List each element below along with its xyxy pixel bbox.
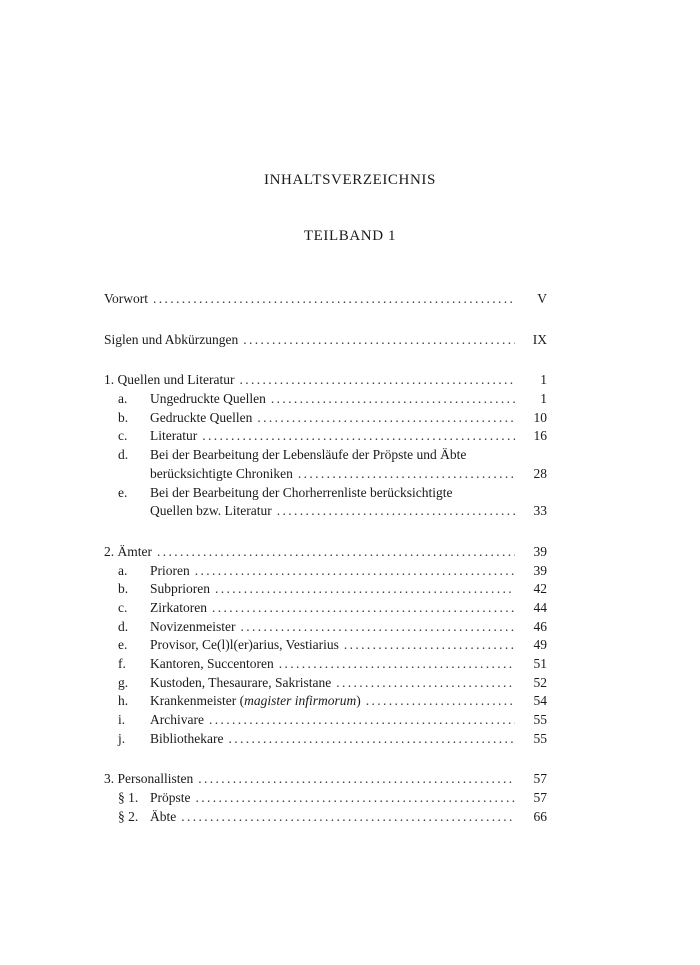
page-subtitle: TEILBAND 1 bbox=[303, 228, 397, 244]
toc-entry-text: Literatur bbox=[150, 428, 198, 444]
toc-entry-marker: a. bbox=[118, 562, 128, 578]
toc-entry-text: Archivare bbox=[150, 712, 204, 728]
toc-page-number: 42 bbox=[533, 581, 547, 597]
toc-entry-text: Provisor, Ce(l)l(er)arius, Vestiarius bbox=[150, 637, 339, 653]
toc-entry-text: Zirkatoren bbox=[150, 599, 207, 615]
toc-section-1 bbox=[104, 371, 547, 521]
table-of-contents bbox=[104, 290, 547, 849]
toc-page-number: 52 bbox=[533, 674, 547, 690]
toc-entry-text-continued: Quellen bzw. Literatur bbox=[150, 503, 272, 519]
toc-entry-marker: § 2. bbox=[118, 808, 139, 824]
toc-page-number: 39 bbox=[533, 562, 547, 578]
toc-page-number: 55 bbox=[533, 730, 547, 746]
leader-dots bbox=[202, 427, 515, 446]
leader-dots bbox=[215, 580, 515, 599]
toc-entry-text bbox=[150, 692, 361, 711]
toc-entry-marker: f. bbox=[118, 656, 126, 671]
toc-entry[interactable] bbox=[104, 580, 547, 599]
toc-entry[interactable] bbox=[104, 730, 547, 749]
toc-page-number: 44 bbox=[533, 599, 547, 615]
toc-page-number: 51 bbox=[533, 656, 547, 671]
leader-dots bbox=[277, 502, 515, 521]
toc-page-number: 66 bbox=[533, 808, 547, 824]
toc-entry-marker: c. bbox=[118, 599, 128, 615]
toc-section-heading[interactable] bbox=[104, 543, 547, 562]
leader-dots bbox=[212, 599, 515, 618]
leader-dots bbox=[195, 562, 515, 581]
toc-entry-marker: § 1. bbox=[118, 790, 139, 806]
toc-entry-text-part: ) bbox=[356, 693, 361, 709]
leader-dots bbox=[239, 371, 515, 390]
toc-page-number: 49 bbox=[533, 637, 547, 653]
leader-dots bbox=[181, 808, 515, 827]
toc-entry-text: Novizenmeister bbox=[150, 618, 236, 634]
toc-entry-text-part: Krankenmeister ( bbox=[150, 693, 245, 709]
toc-section-heading[interactable] bbox=[104, 371, 547, 390]
toc-page-number: 1 bbox=[540, 391, 547, 407]
toc-entry-italic: magister infirmorum bbox=[244, 693, 357, 709]
toc-entry-marker: e. bbox=[118, 637, 128, 653]
page-title: INHALTSVERZEICHNIS bbox=[264, 172, 436, 188]
toc-page-number: V bbox=[537, 291, 547, 306]
toc-section-heading[interactable] bbox=[104, 770, 547, 789]
leader-dots bbox=[366, 692, 515, 711]
toc-entry-marker: a. bbox=[118, 391, 128, 407]
leader-dots bbox=[336, 674, 515, 693]
toc-entry-siglen[interactable] bbox=[104, 331, 547, 350]
leader-dots bbox=[157, 543, 515, 562]
leader-dots bbox=[209, 711, 515, 730]
toc-page-number: 46 bbox=[533, 618, 547, 634]
toc-entry[interactable] bbox=[104, 808, 547, 827]
toc-entry-text: Bei der Bearbeitung der Chorherrenliste berücksichtigte bbox=[150, 484, 453, 500]
toc-entry-vorwort[interactable] bbox=[104, 290, 547, 309]
toc-entry-marker: h. bbox=[118, 693, 129, 709]
toc-entry[interactable] bbox=[104, 674, 547, 693]
toc-entry-text: Gedruckte Quellen bbox=[150, 409, 253, 425]
leader-dots bbox=[271, 390, 515, 409]
toc-front-matter bbox=[104, 290, 547, 309]
toc-entry-marker: d. bbox=[118, 447, 129, 463]
toc-entry[interactable] bbox=[104, 655, 547, 674]
toc-page-number: 16 bbox=[533, 428, 547, 444]
toc-section-3 bbox=[104, 770, 547, 826]
leader-dots bbox=[240, 618, 515, 637]
toc-page-number: 10 bbox=[533, 409, 547, 425]
toc-entry-marker: b. bbox=[118, 581, 129, 597]
toc-page-number: 33 bbox=[533, 503, 547, 519]
toc-entry-text: 1. Quellen und Literatur bbox=[104, 372, 235, 388]
toc-page-number: 28 bbox=[533, 465, 547, 481]
toc-entry-marker: d. bbox=[118, 618, 129, 634]
toc-page-number: 57 bbox=[533, 771, 547, 787]
leader-dots bbox=[243, 331, 515, 350]
toc-entry-text: Subprioren bbox=[150, 581, 210, 597]
toc-entry-marker: b. bbox=[118, 409, 129, 425]
toc-entry[interactable] bbox=[104, 409, 547, 428]
toc-entry[interactable] bbox=[104, 427, 547, 446]
toc-entry[interactable] bbox=[104, 618, 547, 637]
leader-dots bbox=[279, 655, 515, 674]
toc-abbreviations bbox=[104, 331, 547, 350]
leader-dots bbox=[298, 465, 515, 484]
toc-entry-text: Prioren bbox=[150, 562, 190, 578]
toc-page-number: 1 bbox=[540, 372, 547, 388]
toc-entry[interactable] bbox=[104, 562, 547, 581]
toc-entry-text: 3. Personallisten bbox=[104, 771, 194, 787]
leader-dots bbox=[257, 409, 515, 428]
toc-entry-multiline[interactable] bbox=[104, 484, 547, 521]
toc-section-2 bbox=[104, 543, 547, 749]
toc-entry-text: Vorwort bbox=[104, 291, 149, 306]
toc-entry-marker: j. bbox=[118, 730, 126, 746]
toc-entry-marker: c. bbox=[118, 428, 128, 444]
toc-entry-text-continued: berücksichtigte Chroniken bbox=[150, 465, 293, 481]
toc-entry-text: Kantoren, Succentoren bbox=[150, 656, 274, 671]
toc-entry-text: Pröpste bbox=[150, 790, 191, 806]
toc-entry-text: Siglen und Abkürzungen bbox=[104, 331, 239, 347]
toc-page-number: 57 bbox=[533, 790, 547, 806]
toc-entry-text: Äbte bbox=[150, 808, 177, 824]
toc-entry[interactable] bbox=[104, 390, 547, 409]
toc-entry-multiline[interactable] bbox=[104, 446, 547, 483]
leader-dots bbox=[153, 290, 515, 309]
toc-page-number: IX bbox=[532, 331, 547, 347]
toc-entry-text: Bei der Bearbeitung der Lebensläufe der Pröpste und Äbte bbox=[150, 447, 467, 463]
toc-page-number: 54 bbox=[533, 693, 547, 709]
toc-entry-text: 2. Ämter bbox=[104, 543, 152, 559]
toc-entry-marker: i. bbox=[118, 712, 126, 728]
toc-entry[interactable] bbox=[104, 636, 547, 655]
toc-entry[interactable] bbox=[104, 692, 547, 711]
toc-page-number: 55 bbox=[533, 712, 547, 728]
leader-dots bbox=[196, 789, 516, 808]
toc-entry[interactable] bbox=[104, 789, 547, 808]
toc-entry[interactable] bbox=[104, 599, 547, 618]
toc-entry-marker: e. bbox=[118, 484, 128, 500]
toc-entry-text: Kustoden, Thesaurare, Sakristane bbox=[150, 674, 332, 690]
leader-dots bbox=[344, 636, 515, 655]
toc-entry-text: Bibliothekare bbox=[150, 730, 224, 746]
toc-entry-marker: g. bbox=[118, 674, 129, 690]
toc-page-number: 39 bbox=[533, 543, 547, 559]
leader-dots bbox=[198, 770, 515, 789]
toc-entry-text: Ungedruckte Quellen bbox=[150, 391, 266, 407]
leader-dots bbox=[228, 730, 515, 749]
toc-entry[interactable] bbox=[104, 711, 547, 730]
